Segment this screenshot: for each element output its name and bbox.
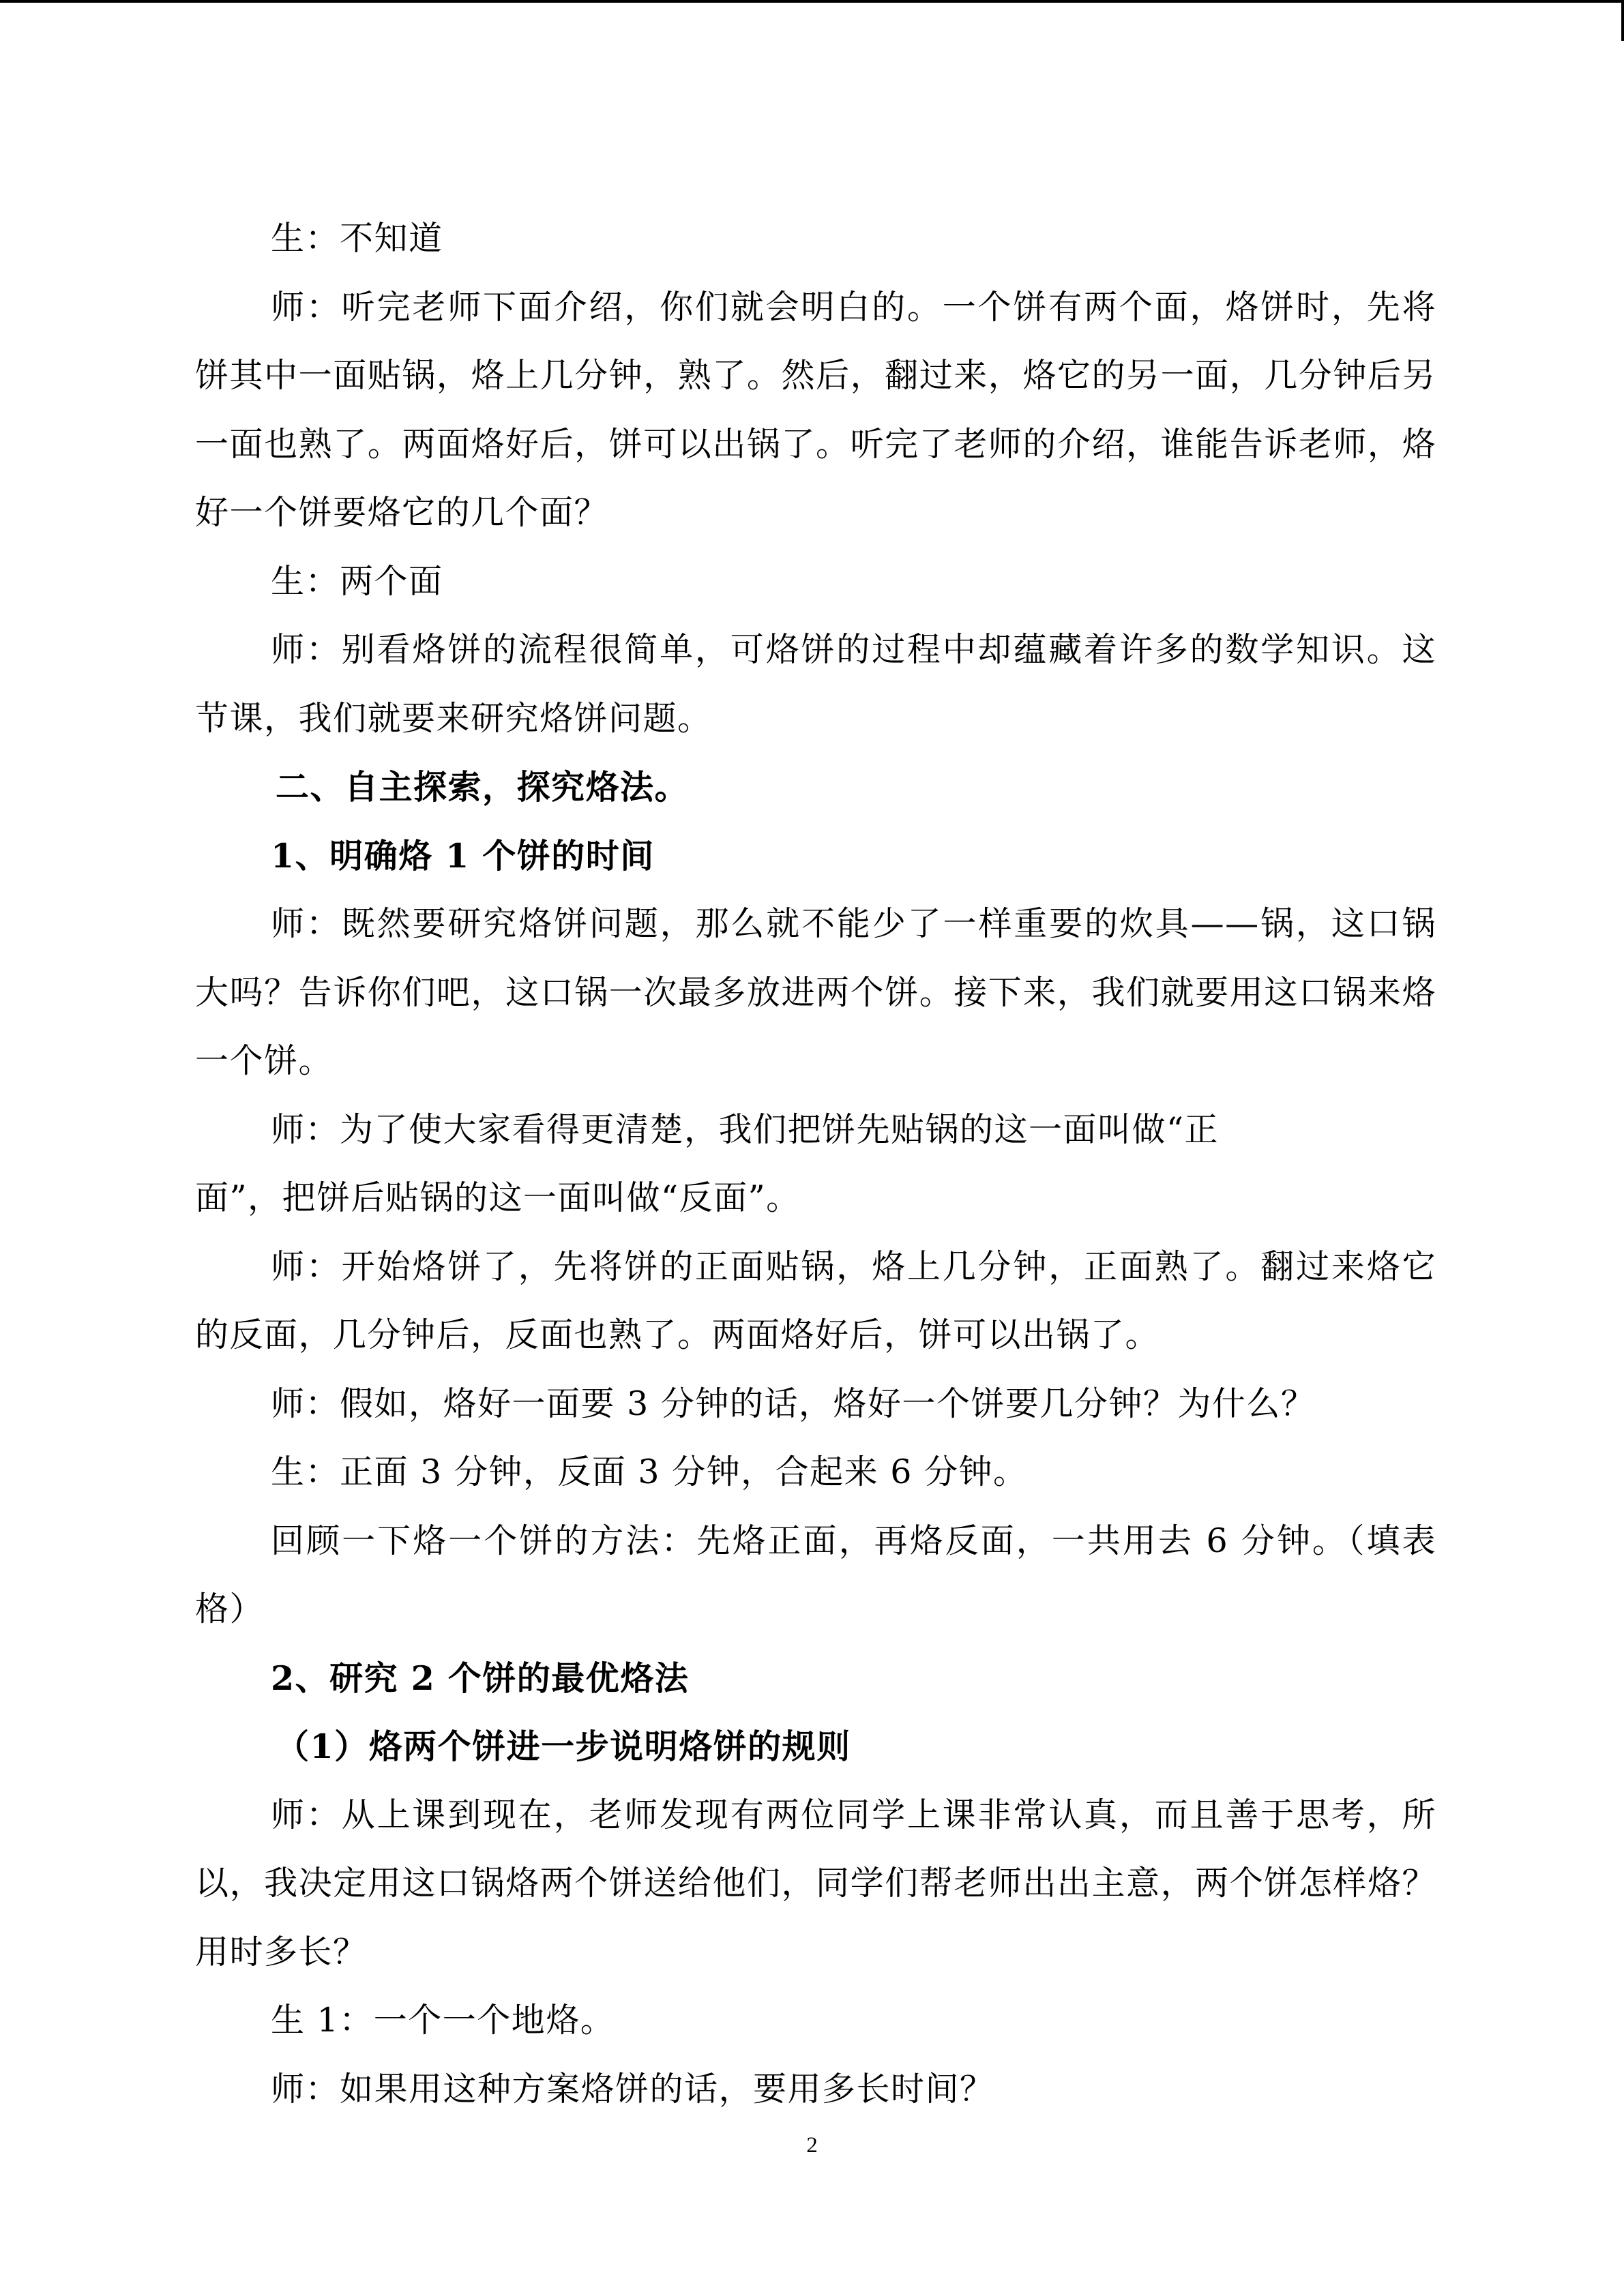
page-top-border bbox=[0, 0, 1624, 3]
paragraph-6: 师：为了使大家看得更清楚，我们把饼先贴锅的这一面叫做“正 面”，把饼后贴锅的这一面叫做“反面”。 bbox=[195, 1109, 1220, 1217]
subsection-heading-1: 1、明确烙 1 个饼的时间 bbox=[271, 835, 655, 876]
document-body bbox=[195, 205, 1436, 2123]
paragraph-12: 生 1：一个一个地烙。 bbox=[271, 2001, 615, 2040]
page-number: 2 bbox=[806, 2133, 818, 2158]
section-heading-2: 二、自主探索，探究烙法。 bbox=[276, 767, 690, 807]
subsubsection-heading-1: （1）烙两个饼进一步说明烙饼的规则 bbox=[276, 1727, 851, 1766]
subsection-heading-2: 2、研究 2 个饼的最优烙法 bbox=[271, 1658, 690, 1698]
paragraph-5: 师：既然要研究烙饼问题，那么就不能少了一样重要的炊具——锅，这口锅大吗？告诉你们吧，这口锅一次最多放进两个饼。接下来，我们就要用这口锅来烙一个饼。 bbox=[195, 904, 1436, 1080]
paragraph-11: 师：从上课到现在，老师发现有两位同学上课非常认真，而且善于思考，所以，我决定用这口锅烙两个饼送给他们，同学们帮老师出出主意，两个饼怎样烙？用时多长？ bbox=[195, 1795, 1436, 1971]
paragraph-1: 生：不知道 bbox=[271, 219, 443, 258]
paragraph-9: 生：正面 3 分钟，反面 3 分钟，合起来 6 分钟。 bbox=[271, 1452, 1028, 1491]
paragraph-8: 师：假如，烙好一面要 3 分钟的话，烙好一个饼要几分钟？为什么？ bbox=[271, 1384, 1316, 1423]
paragraph-4: 师：别看烙饼的流程很简单，可烙饼的过程中却蕴藏着许多的数学知识。这节课，我们就要来研究烙饼问题。 bbox=[195, 630, 1436, 738]
paragraph-7: 师：开始烙饼了，先将饼的正面贴锅，烙上几分钟，正面熟了。翻过来烙它的反面，几分钟后，反面也熟了。两面烙好后，饼可以出锅了。 bbox=[195, 1247, 1436, 1354]
paragraph-13: 师：如果用这种方案烙饼的话，要用多长时间？ bbox=[271, 2069, 994, 2108]
page-right-border bbox=[1621, 0, 1624, 41]
paragraph-3: 生：两个面 bbox=[271, 561, 443, 601]
paragraph-2: 师：听完老师下面介绍，你们就会明白的。一个饼有两个面，烙饼时，先将饼其中一面贴锅，烙上几分钟，熟了。然后，翻过来，烙它的另一面，几分钟后另一面也熟了。两面烙好后，饼可以出锅了。听完了老师的介绍，谁能告诉老师，烙好一个饼要烙它的几个面？ bbox=[195, 287, 1436, 532]
paragraph-10: 回顾一下烙一个饼的方法：先烙正面，再烙反面，一共用去 6 分钟。（填表格） bbox=[195, 1521, 1436, 1628]
